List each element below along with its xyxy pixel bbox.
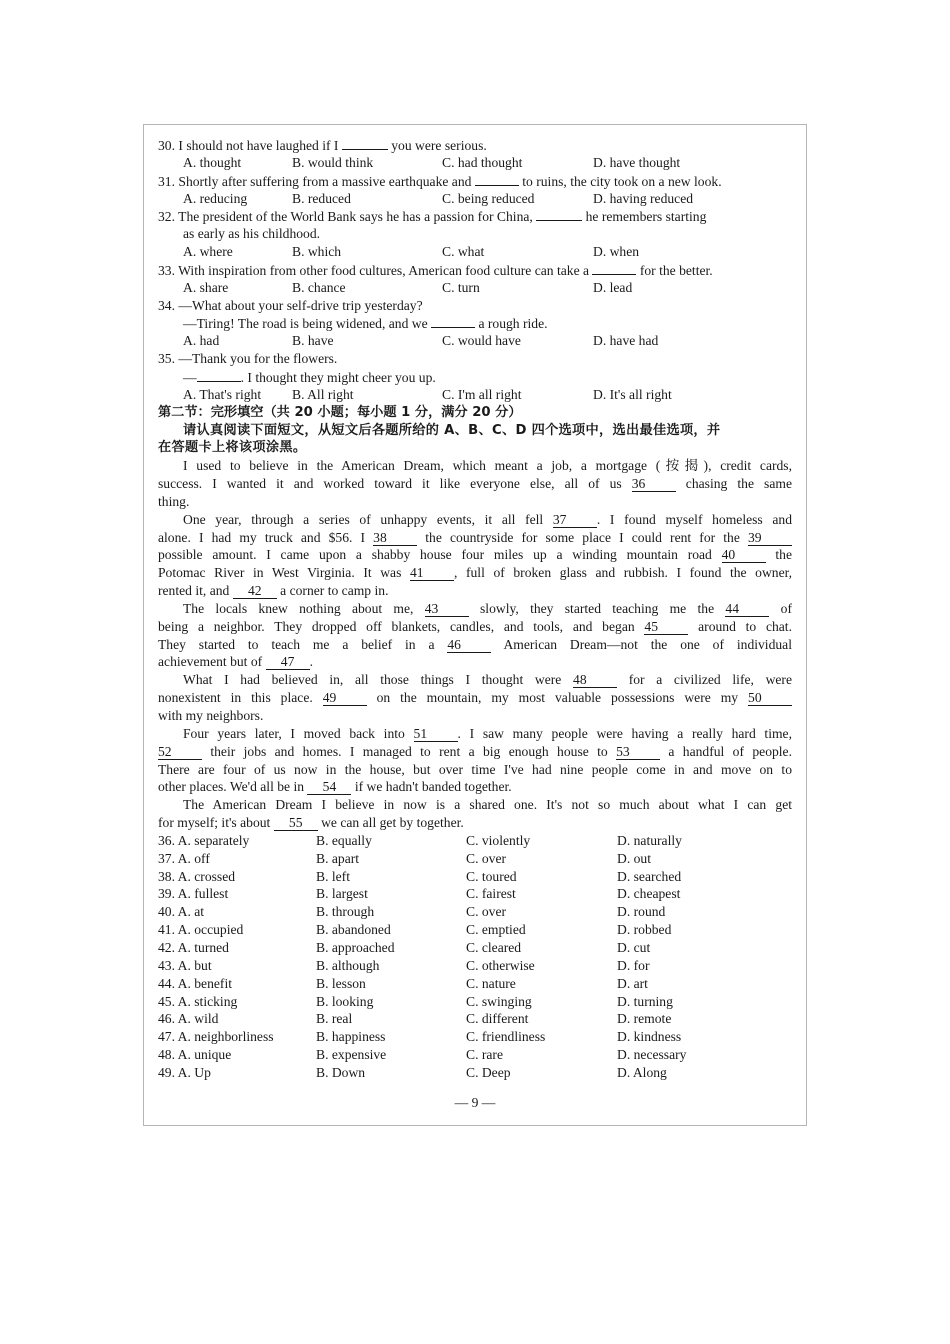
choice-list: [158, 832, 792, 1082]
stem-text: —: [183, 369, 197, 385]
passage-text: Four years later, I moved back into: [183, 725, 414, 741]
option-b: B. have: [292, 333, 334, 349]
blank-52: 52: [158, 745, 202, 760]
choice-row: [158, 832, 792, 850]
passage-text: possible amount. I came upon a shabby house four miles up a winding mountain road: [158, 547, 722, 563]
option-b: B. reduced: [292, 190, 351, 206]
blank-36: 36: [632, 477, 676, 492]
passage-text: being a neighbor. They dropped off blankets, candles, and tools, and began: [158, 618, 645, 634]
choice-option: D. cut: [617, 939, 651, 955]
question-34-stem: 34. —What about your self-drive trip yesterday?: [158, 297, 423, 313]
choice-option: B. approached: [316, 939, 395, 955]
choice-option: 45. A. sticking: [158, 993, 238, 1009]
question-30-options: [158, 154, 792, 172]
choice-option: B. looking: [316, 993, 374, 1009]
choice-row: [158, 939, 792, 957]
choice-row: [158, 1010, 792, 1028]
choice-option: C. toured: [466, 868, 517, 884]
passage-text: success. I wanted it and worked toward it like everyone else, all of us: [158, 476, 632, 492]
option-d: D. It's all right: [593, 386, 672, 402]
choice-option: 37. A. off: [158, 850, 210, 866]
passage-text: nonexistent in this place.: [158, 690, 323, 706]
choice-row: [158, 957, 792, 975]
passage-text: chasing the same: [675, 476, 792, 492]
passage-text: , full of broken glass and rubbish. I found the owner,: [453, 565, 792, 581]
choice-row: [158, 850, 792, 868]
choice-option: 46. A. wild: [158, 1011, 219, 1027]
passage-line: [158, 743, 792, 761]
choice-option: 38. A. crossed: [158, 868, 236, 884]
passage-text: the countryside for some place I could rent for the: [417, 529, 748, 545]
choice-row: [158, 993, 792, 1011]
passage-text: They started to teach me a belief in a: [158, 636, 448, 652]
passage-text: on the mountain, my most valuable possessions were my: [366, 690, 749, 706]
passage-line: [158, 778, 792, 796]
choice-option: 41. A. occupied: [158, 922, 244, 938]
question-32-stem-cont: as early as his childhood.: [183, 226, 321, 242]
choice-option: B. although: [316, 957, 380, 973]
choice-row: [158, 1028, 792, 1046]
choice-option: C. nature: [466, 975, 516, 991]
question-33-options: [158, 279, 792, 297]
choice-option: D. turning: [617, 993, 673, 1009]
choice-row: [158, 1046, 792, 1064]
choice-row: [158, 921, 792, 939]
option-c: C. being reduced: [442, 190, 535, 206]
passage-text: . I found myself homeless and: [596, 511, 792, 527]
choice-option: C. cleared: [466, 939, 522, 955]
blank-43: 43: [425, 602, 469, 617]
choice-option: B. lesson: [316, 975, 366, 991]
passage-text: The locals knew nothing about me,: [183, 600, 425, 616]
option-b: B. chance: [292, 279, 346, 295]
section-title: 第二节：完形填空（共 20 小题；每小题 1 分，满分 20 分）: [158, 404, 522, 420]
choice-option: 43. A. but: [158, 957, 212, 973]
choice-option: C. emptied: [466, 922, 526, 938]
stem-text: 33. With inspiration from other food cultures, American food culture can take a: [158, 262, 593, 278]
option-d: D. when: [593, 244, 640, 260]
stem-text: he remembers starting: [582, 209, 707, 225]
choice-option: D. round: [617, 904, 666, 920]
option-c: C. what: [442, 244, 485, 260]
passage-text: their jobs and homes. I managed to rent a big enough house to: [202, 743, 617, 759]
option-b: B. would think: [292, 154, 374, 170]
choice-option: C. over: [466, 904, 507, 920]
option-c: C. turn: [442, 279, 480, 295]
option-a: A. thought: [183, 154, 242, 170]
choice-option: C. friendliness: [466, 1029, 546, 1045]
choice-option: D. cheapest: [617, 886, 681, 902]
question-34-stem-cont: [158, 314, 792, 332]
stem-text: 32. The president of the World Bank says he has a passion for China,: [158, 209, 537, 225]
choice-option: 40. A. at: [158, 904, 205, 920]
choice-option: D. naturally: [617, 832, 682, 848]
choice-option: 48. A. unique: [158, 1047, 232, 1063]
choice-option: D. necessary: [617, 1047, 687, 1063]
blank-37: 37: [553, 513, 597, 528]
blank-45: 45: [644, 620, 688, 635]
passage-text: if we hadn't banded together.: [351, 779, 512, 795]
choice-option: B. expensive: [316, 1047, 387, 1063]
question-31-options: [158, 190, 792, 208]
choice-option: C. fairest: [466, 886, 516, 902]
stem-text: . I thought they might cheer you up.: [240, 369, 436, 385]
passage-text: What I had believed in, all those things I thought were: [183, 672, 574, 688]
stem-text: you were serious.: [387, 138, 487, 153]
passage-line: [158, 600, 792, 618]
passage-text: achievement but of: [158, 654, 266, 670]
question-35-options: [158, 386, 792, 404]
choice-option: D. searched: [617, 868, 682, 884]
choice-option: B. through: [316, 904, 375, 920]
option-c: C. I'm all right: [442, 386, 522, 402]
page-number: — 9 —: [454, 1095, 496, 1110]
choice-option: 39. A. fullest: [158, 886, 229, 902]
choice-option: D. Along: [617, 1064, 667, 1080]
choice-option: D. remote: [617, 1011, 672, 1027]
choice-option: D. robbed: [617, 922, 672, 938]
choice-row: [158, 885, 792, 903]
exam-content: [158, 136, 792, 1082]
passage-text: American Dream—not the one of individual: [491, 636, 792, 652]
choice-option: 49. A. Up: [158, 1064, 211, 1080]
option-d: D. have thought: [593, 154, 681, 170]
option-a: A. reducing: [183, 190, 248, 206]
passage-text: Potomac River in West Virginia. It was: [158, 565, 410, 581]
blank-38: 38: [373, 531, 417, 546]
blank-46: 46: [447, 638, 491, 653]
answer-blank: [431, 314, 475, 328]
passage-line: [158, 618, 792, 636]
blank-54: 54: [307, 780, 351, 795]
choice-option: D. out: [617, 850, 651, 866]
passage-line: There are four of us now in the house, but over time I've had nine people come in and move on to: [158, 761, 792, 777]
passage-line: The American Dream I believe in now is a shared one. It's not so much about what I can get: [183, 797, 792, 813]
passage-line: [158, 653, 792, 671]
blank-51: 51: [414, 727, 458, 742]
passage-text: .: [309, 654, 313, 670]
blank-47: 47: [266, 655, 310, 670]
passage-text: alone. I had my truck and $56. I: [158, 529, 374, 545]
choice-option: B. left: [316, 868, 350, 884]
passage-text: other places. We'd all be in: [158, 779, 308, 795]
passage-text: One year, through a series of unhappy events, it all fell: [183, 511, 553, 527]
passage-text: . I saw many people were having a really hard time,: [457, 725, 792, 741]
passage-line: [158, 671, 792, 689]
question-35-stem-cont: [158, 368, 792, 386]
passage-text: a corner to camp in.: [276, 583, 389, 599]
answer-blank: [592, 261, 636, 275]
choice-option: 47. A. neighborliness: [158, 1029, 274, 1045]
blank-48: 48: [573, 673, 617, 688]
passage-line: [158, 475, 792, 493]
passage-line: [158, 546, 792, 564]
choice-option: 44. A. benefit: [158, 975, 232, 991]
section-instruction: 请认真阅读下面短文，从短文后各题所给的 A、B、C、D 四个选项中，选出最佳选项，并: [183, 422, 721, 438]
choice-option: C. different: [466, 1011, 529, 1027]
option-a: A. where: [183, 244, 233, 260]
passage-line: [158, 725, 792, 743]
passage-text: the: [765, 547, 792, 563]
stem-text: a rough ride.: [475, 316, 548, 332]
passage-text: slowly, they started teaching me the: [468, 600, 726, 616]
option-d: D. lead: [593, 279, 633, 295]
choice-option: B. happiness: [316, 1029, 386, 1045]
passage-line: thing.: [158, 493, 190, 509]
blank-40: 40: [722, 548, 766, 563]
passage-text: for myself; it's about: [158, 815, 274, 831]
stem-text: 30. I should not have laughed if I: [158, 138, 342, 153]
passage-text: around to chat.: [688, 618, 792, 634]
choice-row: [158, 1064, 792, 1082]
passage-line: [158, 582, 792, 600]
blank-39: 39: [748, 531, 792, 546]
answer-blank: [197, 368, 241, 382]
passage-text: we can all get by together.: [317, 815, 464, 831]
stem-text: 31. Shortly after suffering from a massive earthquake and: [158, 173, 475, 189]
blank-53: 53: [616, 745, 660, 760]
stem-text: to ruins, the city took on a new look.: [518, 173, 722, 189]
choice-option: D. for: [617, 957, 650, 973]
choice-option: B. largest: [316, 886, 368, 902]
option-c: C. had thought: [442, 154, 523, 170]
blank-44: 44: [725, 602, 769, 617]
choice-option: B. Down: [316, 1064, 366, 1080]
answer-blank: [475, 172, 519, 186]
passage-line: [158, 529, 792, 547]
choice-row: [158, 903, 792, 921]
choice-option: 36. A. separately: [158, 832, 250, 848]
question-35-stem: 35. —Thank you for the flowers.: [158, 351, 338, 367]
choice-option: B. real: [316, 1011, 353, 1027]
question-32-stem: [158, 207, 792, 225]
option-d: D. have had: [593, 333, 659, 349]
passage-text: rented it, and: [158, 583, 233, 599]
choice-option: C. rare: [466, 1047, 503, 1063]
stem-text: for the better.: [636, 262, 713, 278]
option-d: D. having reduced: [593, 190, 694, 206]
blank-42: 42: [233, 584, 277, 599]
option-b: B. All right: [292, 386, 354, 402]
passage-line: [158, 689, 792, 707]
section-instruction-cont: 在答题卡上将该项涂黑。: [158, 440, 307, 456]
choice-option: B. abandoned: [316, 922, 391, 938]
choice-row: [158, 975, 792, 993]
option-c: C. would have: [442, 333, 521, 349]
choice-option: B. apart: [316, 850, 360, 866]
passage-line: I used to believe in the American Dream, which meant a job, a mortgage (按揭), credit cards,: [183, 458, 792, 474]
choice-option: B. equally: [316, 832, 372, 848]
passage-line: with my neighbors.: [158, 708, 264, 723]
choice-option: C. otherwise: [466, 957, 535, 973]
choice-option: D. art: [617, 975, 648, 991]
question-32-options: [158, 243, 792, 261]
choice-option: C. violently: [466, 832, 531, 848]
passage-line: [158, 814, 792, 832]
blank-49: 49: [323, 691, 367, 706]
choice-option: C. over: [466, 850, 507, 866]
answer-blank: [536, 207, 582, 221]
question-34-options: [158, 332, 792, 350]
choice-option: 42. A. turned: [158, 939, 229, 955]
passage-line: [158, 564, 792, 582]
option-a: A. That's right: [183, 386, 262, 402]
passage-line: [158, 511, 792, 529]
option-a: A. share: [183, 279, 229, 295]
blank-55: 55: [274, 816, 318, 831]
option-b: B. which: [292, 244, 342, 260]
question-33-stem: [158, 261, 792, 279]
answer-blank: [342, 136, 388, 150]
choice-row: [158, 868, 792, 886]
option-a: A. had: [183, 333, 220, 349]
passage-text: a handful of people.: [660, 743, 792, 759]
choice-option: C. swinging: [466, 993, 532, 1009]
stem-text: —Tiring! The road is being widened, and we: [183, 316, 432, 332]
question-31-stem: [158, 172, 792, 190]
choice-option: C. Deep: [466, 1064, 511, 1080]
passage-line: [158, 636, 792, 654]
question-30-stem: [158, 136, 792, 154]
blank-41: 41: [410, 566, 454, 581]
passage-text: of: [769, 600, 792, 616]
blank-50: 50: [748, 691, 792, 706]
choice-option: D. kindness: [617, 1029, 682, 1045]
passage-text: for a civilized life, were: [617, 672, 792, 688]
